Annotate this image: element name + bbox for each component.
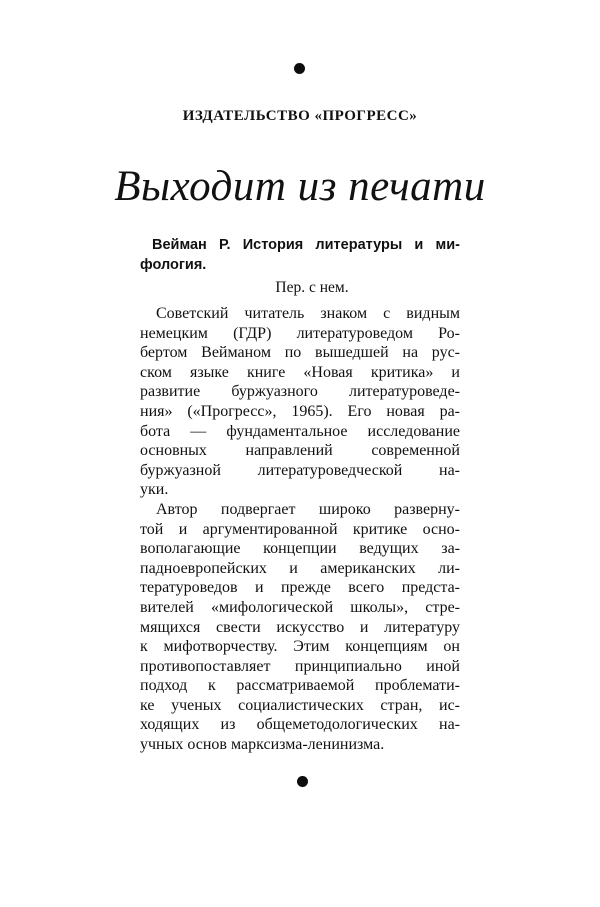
text-line: бота — фундаментальное исследование <box>140 422 460 440</box>
text-line: уки. <box>140 481 169 499</box>
bullet-ornament-bottom <box>297 776 308 787</box>
bullet-ornament-top <box>294 63 305 74</box>
text-line: ходящих из общеметодологических на- <box>140 716 460 734</box>
text-line: бертом Вейманом по вышедшей на рус- <box>140 344 460 362</box>
publisher-name: ИЗДАТЕЛЬСТВО «ПРОГРЕСС» <box>182 108 418 124</box>
text-line: развитие буржуазного литературоведе- <box>140 383 460 401</box>
paragraph-2 <box>140 500 460 755</box>
text-line: немецким (ГДР) литературоведом Ро- <box>140 324 460 342</box>
text-line: к мифотворчеству. Этим концепциям он <box>140 638 460 656</box>
book-title-line: Вейман Р. История литературы и ми- <box>152 237 460 253</box>
book-description <box>140 304 460 755</box>
text-line: учных основ марксизма-ленинизма. <box>140 736 385 754</box>
text-line: ния» («Прогресс», 1965). Его новая ра- <box>140 402 460 420</box>
translation-note: Пер. с нем. <box>275 279 349 297</box>
text-line: той и аргументированной критике осно- <box>140 520 460 538</box>
page-heading: Выходит из печати <box>114 163 486 210</box>
paragraph-1 <box>140 304 460 500</box>
text-line: тературоведов и прежде всего предста- <box>140 579 460 597</box>
text-line: вополагающие концепции ведущих за- <box>140 540 460 558</box>
book-entry <box>140 236 460 298</box>
text-line: падноевропейских и американских ли- <box>140 559 460 577</box>
text-line: буржуазной литературоведческой на- <box>140 461 460 479</box>
text-line: ском языке книге «Новая критика» и <box>140 363 460 381</box>
book-title <box>140 236 460 275</box>
text-line: Советский читатель знаком с видным <box>156 305 460 322</box>
text-line: Автор подвергает широко разверну- <box>156 500 460 518</box>
text-line: вителей «мифологической школы», стре- <box>140 598 460 616</box>
book-title-line: фология. <box>140 256 207 273</box>
text-line: мящихся свести искусство и литературу <box>140 618 460 636</box>
text-line: противопоставляет принципиально иной <box>140 657 460 675</box>
text-line: ке ученых социалистических стран, ис- <box>140 696 460 714</box>
text-line: подход к рассматриваемой проблемати- <box>140 677 460 695</box>
text-line: основных направлений современной <box>140 442 460 460</box>
